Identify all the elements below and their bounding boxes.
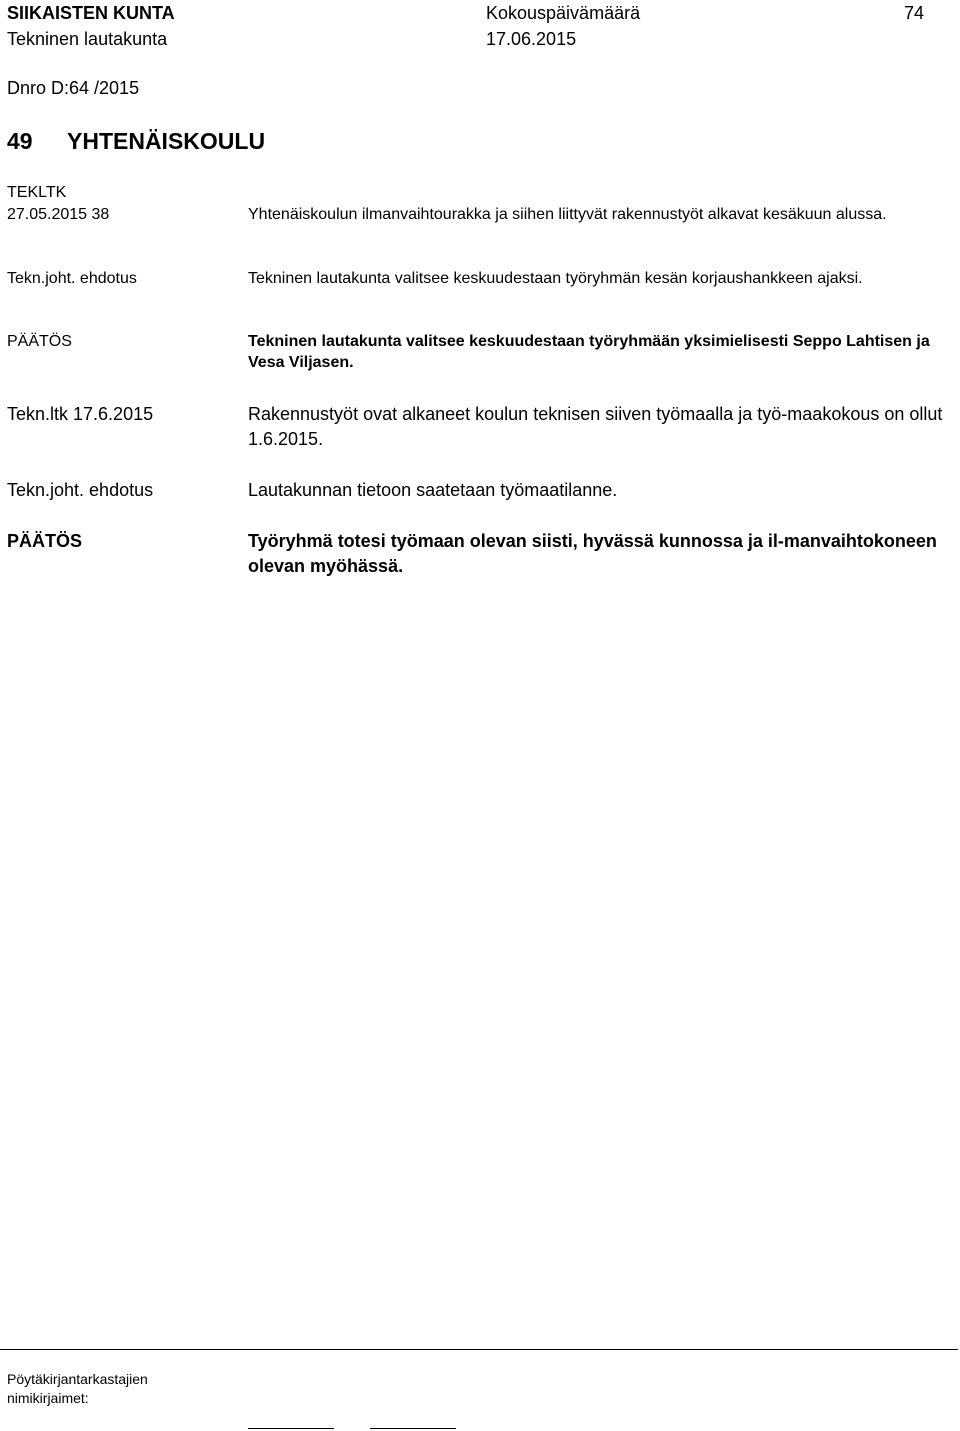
organization-name: SIIKAISTEN KUNTA	[7, 3, 175, 23]
footer-divider	[0, 1349, 958, 1350]
entry-text: Yhtenäiskoulun ilmanvaihtourakka ja siihen liittyvät rakennustyöt alkavat kesäkuun alussa.	[248, 206, 887, 223]
signature-line-2	[370, 1428, 456, 1429]
entry-text: Lautakunnan tietoon saatetaan työmaatilanne.	[248, 480, 618, 500]
entry-label: Tekn.joht. ehdotus	[7, 270, 137, 287]
entry-text: Tekninen lautakunta valitsee keskuudestaan työryhmän kesän korjaushankkeen ajaksi.	[248, 270, 863, 287]
entry-text: Rakennustyöt ovat alkaneet koulun teknisen siiven työmaalla ja työ-maakokous on ollut 1.6.2015.	[248, 404, 943, 449]
footer-initials-label: Pöytäkirjantarkastajien nimikirjaimet:	[7, 1371, 148, 1406]
entry-label-line1: TEKLTK	[7, 184, 67, 201]
page-number: 74	[904, 3, 925, 23]
entry-label: PÄÄTÖS	[7, 333, 72, 350]
section-number: 49	[7, 128, 33, 154]
section-title: YHTENÄISKOULU	[67, 128, 266, 154]
meeting-date: 17.06.2015	[486, 29, 577, 49]
entry-text: Tekninen lautakunta valitsee keskuudestaan työryhmään yksimielisesti Seppo Lahtisen ja Vesa Viljasen.	[248, 333, 930, 371]
section-heading	[7, 126, 265, 156]
meeting-date-label: Kokouspäivämäärä	[486, 3, 641, 23]
record-number: Dnro D:64 /2015	[7, 78, 140, 98]
entry-label: PÄÄTÖS	[7, 531, 83, 551]
entry-label-line2: 27.05.2015 38	[7, 206, 110, 223]
entry-text: Työryhmä totesi työmaan olevan siisti, hyvässä kunnossa ja il-manvaihtokoneen olevan myöhässä.	[248, 531, 937, 576]
entry-label: Tekn.joht. ehdotus	[7, 480, 154, 500]
department-name: Tekninen lautakunta	[7, 29, 168, 49]
entry-label: Tekn.ltk 17.6.2015	[7, 404, 154, 424]
signature-line-1	[248, 1428, 334, 1429]
